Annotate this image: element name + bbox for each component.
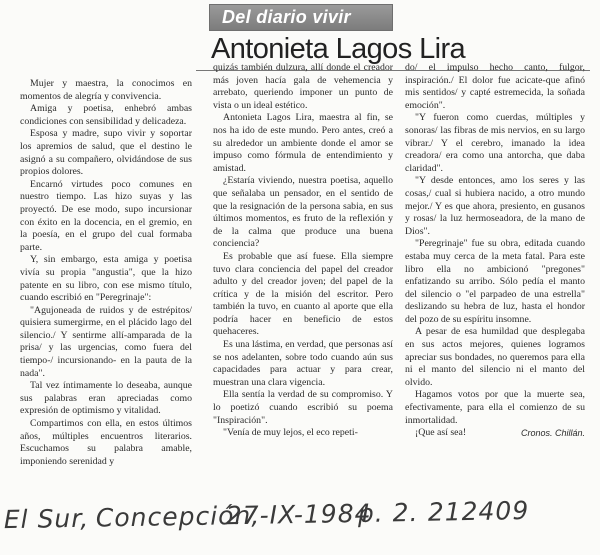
paragraph: "Y desde entonces, amo los seres y las cosas,/ cual si hubiera nacido, a otro mundo mejor./ Y es que ahora, presiento, en gusanos y rosas/ la luz hermoseadora, de la mano de Dios".: [405, 175, 585, 237]
paragraph: ¿Estaría viviendo, nuestra poetisa, aquello que señalaba un pensador, en el sentido de que la resignación de la persona sabia, en sus últimos momentos, es fruto de la reflexión y de la calma que produce una buena conciencia?: [213, 175, 393, 250]
closing-text: ¡Que así sea!: [415, 427, 467, 439]
annotation-page: p. 2.: [357, 497, 419, 528]
paragraph: Hagamos votos por que la muerte sea, efectivamente, para ella el comienzo de su inmortalidad.: [405, 389, 585, 426]
paragraph: A pesar de esa humildad que desplegaba en sus actos mejores, quienes logramos apreciar sus bondades, no queremos para ella ni el manto del silencio ni el manto del olvido.: [405, 326, 585, 388]
paragraph: Compartimos con ella, en estos últimos años, múltiples encuentros literarios. Escuchamos su palabra amable, imponiendo serenidad y: [20, 418, 192, 467]
paragraph: Ella sentía la verdad de su compromiso. Y lo poetizó cuando escribió su poema "Inspiración".: [213, 389, 393, 426]
author-signature: Cronos. Chillán.: [520, 428, 585, 439]
annotation-number: 212409: [427, 495, 530, 527]
paragraph: "Peregrinaje" fue su obra, editada cuando estaba muy cerca de la meta fatal. Para este libro ella no ambicionó "pregones" enfatizando su arribo. Sólo pedía el manto del silencio o "el parpadeo de una estrella" deslizando su hebra de luz, hasta el hondor del pozo de su espíritu insomne.: [405, 238, 585, 325]
paragraph: "Agujoneada de ruidos y de estrépitos/ quisiera sumergirme, en el plácido lago del silencio./ Y sentirme allí-amparada de la prisa/ y las urgencias, como fuera del tiempo-/ incursionando- en la pauta de la nada".: [20, 304, 192, 379]
annotation-city: Concepción,: [95, 500, 261, 533]
paragraph: Encarnó virtudes poco comunes en nuestro tiempo. Las hizo suyas y las proyectó. De ese modo, supo incursionar con éxito en la docencia, en el gremio, en la poesía, en el grupo del cual formaba parte.: [20, 178, 192, 253]
paragraph: Mujer y maestra, la conocimos en momentos de alegría y convivencia.: [20, 78, 192, 102]
paragraph: Y, sin embargo, esta amiga y poetisa vivía su propia "angustia", que la hizo patente en su libro, con ese mismo título, cuando escribió en "Peregrinaje":: [20, 254, 192, 304]
section-banner: [209, 4, 393, 31]
closing-line: [405, 427, 585, 440]
paragraph: do/ el impulso hecho canto, fulgor, inspiración./ El dolor fue acicate-que afinó mis sentidos/ y capté estremecida, la soñada emoción".: [405, 62, 585, 111]
paragraph: "Venía de muy lejos, el eco repeti-: [223, 427, 358, 439]
annotation-source: El Sur,: [3, 503, 90, 535]
paragraph: Amiga y poetisa, enhebró ambas condiciones con sensibilidad y delicadeza.: [20, 103, 192, 127]
article-column-2: [213, 62, 393, 498]
paragraph: quizás también dulzura, allí donde el creador más joven hacía gala de vehemencia y arrebato, queriendo imponer un punto de vista o un ideal estético.: [213, 62, 393, 111]
section-title: Del diario vivir: [222, 7, 351, 27]
handwritten-annotation: [4, 495, 597, 555]
article-column-3: [405, 62, 585, 498]
article-headline: Antonieta Lagos Lira: [211, 33, 466, 65]
article-column-1: [20, 78, 192, 488]
paragraph: Es probable que así fuese. Ella siempre tuvo clara conciencia del papel del creador adulto y del creador joven; del papel de la crítica y de la misión del escritor. Pero también la tuvo, en cuanto al aporte que ella podría hacer en beneficio de estos quehaceres.: [213, 250, 393, 338]
paragraph: Es una lástima, en verdad, que personas así se nos adelanten, sobre todo cuando aún sus capacidades para actuar y para crear, muestran una clara vigencia.: [213, 339, 393, 388]
paragraph: Esposa y madre, supo vivir y soportar los apremios de salud, que el destino le asignó a su compañero, olvidándose de sus propios dolores.: [20, 128, 192, 178]
paragraph: Tal vez íntimamente lo deseaba, aunque sus palabras eran apreciadas como expresión de optimismo y vitalidad.: [20, 380, 192, 417]
paragraph: Antonieta Lagos Lira, maestra al fin, se nos ha ido de este mundo. Pero antes, creó a su alrededor un ambiente donde el amor se impuso como fórmula de entendimiento y amistad.: [213, 112, 393, 174]
paragraph: "Y fueron como cuerdas, múltiples y sonoras/ las fibras de mis nervios, en su largo vibrar./ Y el cerebro, imanado la idea creadora/ era como una antorcha, que daba claridad".: [405, 112, 585, 174]
annotation-date: 27-IX-1984: [225, 498, 372, 531]
